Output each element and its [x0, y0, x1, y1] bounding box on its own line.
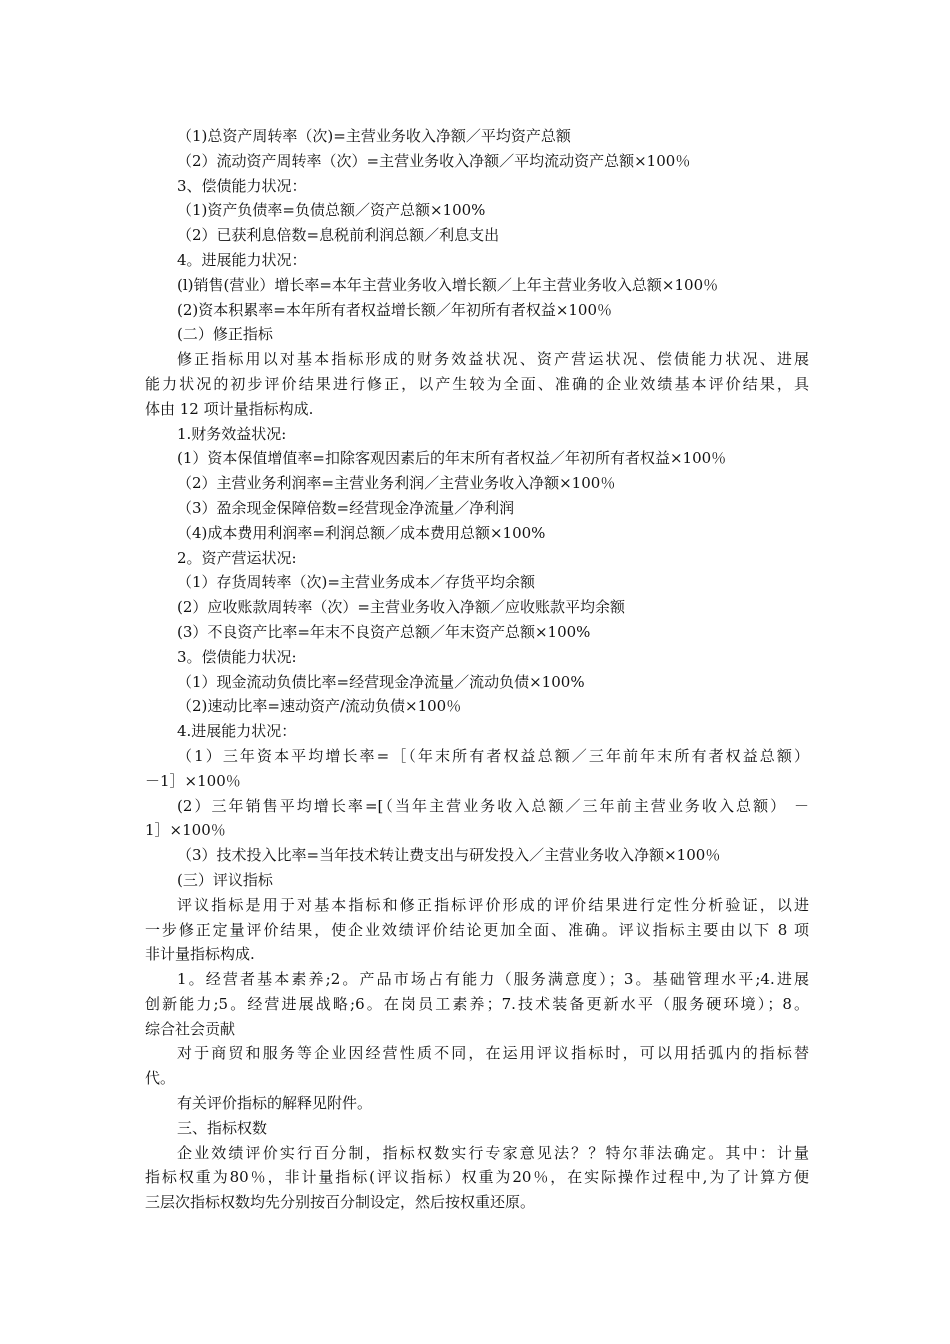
text-line: (1）资本保值增值率=扣除客观因素后的年末所有者权益／年初所有者权益×100％: [177, 449, 727, 468]
text-line: (l)销售(营业）增长率=本年主营业务收入增长额／上年主营业务收入总额×100％: [177, 275, 719, 294]
text-line: （3）技术投入比率=当年技术转让费支出与研发投入／主营业务收入净额×100％: [177, 846, 721, 865]
document-body: [145, 124, 809, 1215]
text-line: （2)速动比率=速动资产/流动负债×100％: [177, 697, 462, 716]
text-line: 能力状况的初步评价结果进行修正，以产生较为全面、准确的企业效绩基本评价结果，具: [145, 374, 809, 393]
text-line: 创新能力;5。经营进展战略;6。在岗员工素养；7.技术装备更新水平（服务硬环境）；8。: [145, 994, 809, 1013]
text-line: 3。偿债能力状况:: [177, 647, 297, 666]
text-line: 一步修正定量评价结果，使企业效绩评价结论更加全面、准确。评议指标主要由以下 8 项: [145, 920, 809, 939]
text-line: 2。资产营运状况:: [177, 548, 297, 567]
text-line: （1）存货周转率（次)=主营业务成本／存货平均余额: [177, 573, 535, 592]
text-line: 有关评价指标的解释见附件。: [177, 1094, 373, 1113]
text-line: (2）三年销售平均增长率=[（当年主营业务收入总额／三年前主营业务收入总额） －: [177, 796, 809, 815]
text-line: （1)总资产周转率（次)=主营业务收入净额／平均资产总额: [177, 127, 571, 145]
text-line: (二）修正指标: [177, 325, 273, 344]
text-line: 对于商贸和服务等企业因经营性质不同，在运用评议指标时，可以用括弧内的指标替: [177, 1044, 809, 1063]
text-line: 企业效绩评价实行百分制，指标权数实行专家意见法？？特尔菲法确定。其中：计量: [177, 1143, 809, 1162]
text-line: （1）现金流动负债比率=经营现金净流量／流动负债×100%: [177, 672, 585, 691]
text-line: （2）已获利息倍数=息税前利润总额／利息支出: [177, 226, 500, 245]
text-line: 3、偿债能力状况：: [177, 176, 307, 195]
text-line: （1)资产负债率=负债总额／资产总额×100%: [177, 201, 486, 220]
text-line: （4)成本费用利润率=利润总额／成本费用总额×100%: [177, 523, 546, 542]
text-line: 1］×100％: [145, 821, 226, 840]
text-line: （3）盈余现金保障倍数=经营现金净流量／净利润: [177, 498, 515, 517]
text-line: 评议指标是用于对基本指标和修正指标评价形成的评价结果进行定性分析验证，以进: [177, 895, 809, 914]
text-line: 1。经营者基本素养;2。产品市场占有能力（服务满意度）；3。基础管理水平;4.进展: [177, 970, 809, 989]
text-line: 综合社会贡献: [145, 1019, 236, 1038]
text-line: （2）流动资产周转率（次）=主营业务收入净额／平均流动资产总额×100％: [177, 151, 691, 170]
text-line: 4。进展能力状况：: [177, 250, 307, 269]
text-line: 体由 12 项计量指标构成.: [145, 399, 314, 418]
text-line: 代。: [145, 1069, 176, 1088]
text-line: －1］×100％: [145, 771, 241, 790]
text-line: （1）三年资本平均增长率=［（年末所有者权益总额／三年前年末所有者权益总额）: [177, 746, 809, 765]
text-line: 1.财务效益状况:: [177, 424, 287, 443]
text-line: （2）主营业务利润率=主营业务利润／主营业务收入净额×100％: [177, 474, 616, 493]
text-line: 4.进展能力状况：: [177, 722, 297, 741]
text-line: (2)资本积累率=本年所有者权益增长额／年初所有者权益×100％: [177, 300, 613, 319]
text-line: (三）评议指标: [177, 870, 273, 889]
text-line: 修正指标用以对基本指标形成的财务效益状况、资产营运状况、偿债能力状况、进展: [177, 350, 809, 369]
text-line: 三、指标权数: [177, 1118, 268, 1137]
text-line: 非计量指标构成.: [145, 945, 255, 964]
text-line: 三层次指标权数均先分别按百分制设定，然后按权重还原。: [145, 1193, 536, 1212]
text-line: (3）不良资产比率=年末不良资产总额／年末资产总额×100%: [177, 622, 591, 641]
text-line: 指标权重为80％，非计量指标(评议指标）权重为20％，在实际操作过程中,为了计算方便: [145, 1168, 809, 1187]
text-line: (2）应收账款周转率（次）=主营业务收入净额／应收账款平均余额: [177, 598, 625, 617]
